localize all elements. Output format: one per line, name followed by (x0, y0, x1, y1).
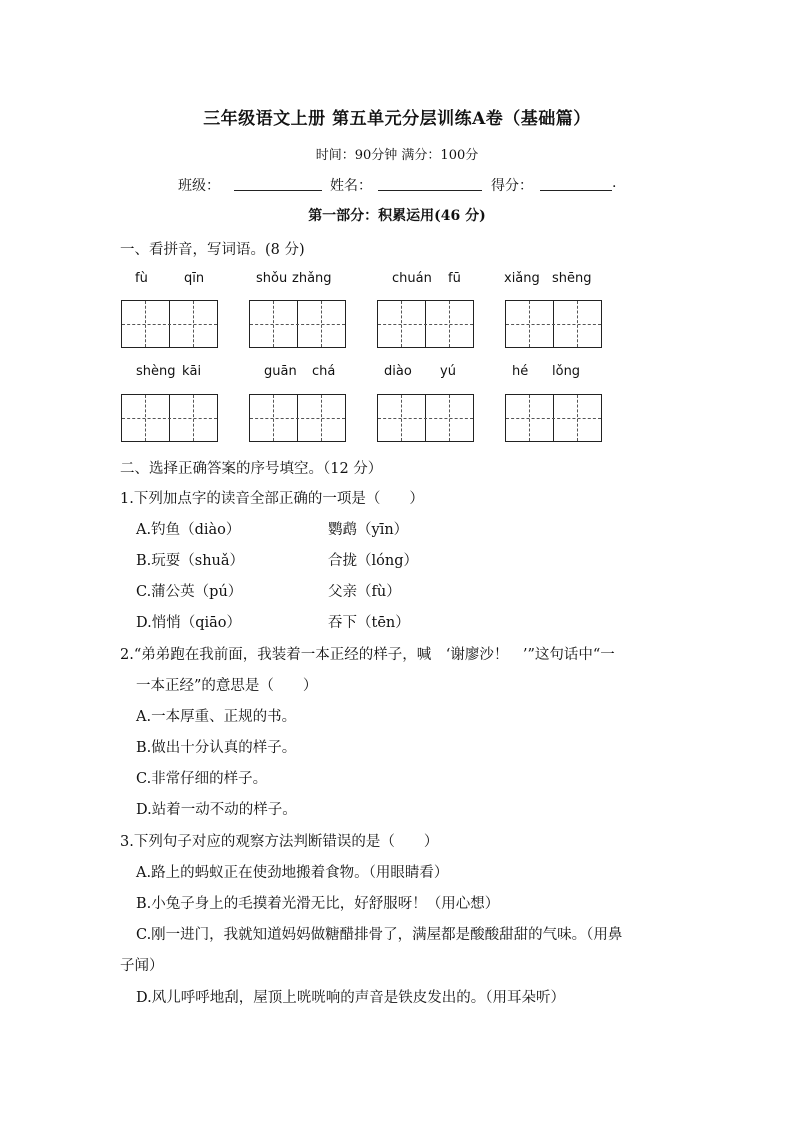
q3-option-b: B.小兔子身上的毛摸着光滑无比，好舒服呀！（用心想） (136, 896, 500, 912)
exam-time-and-score: 时间：90分钟 满分：100分 (315, 148, 479, 163)
q3-option-c: C.刚一进门，我就知道妈妈做糖醋排骨了，满屋都是酸酸甜甜的气味。（用鼻 (136, 927, 623, 943)
pinyin-4b: shēng (552, 271, 592, 286)
writing-grid[interactable] (121, 300, 218, 348)
pinyin-7a: diào (384, 364, 412, 379)
pinyin-6b: chá (312, 364, 336, 379)
writing-grid[interactable] (121, 394, 218, 442)
score-blank[interactable] (540, 176, 612, 191)
q1-option-d: D.悄悄（qiāo） (136, 615, 242, 631)
pinyin-3a: chuán (392, 271, 432, 286)
q2-option-c: C.非常仔细的样子。 (136, 771, 268, 787)
part1-heading: 第一部分：积累运用(46 分) (308, 208, 486, 224)
name-blank[interactable] (378, 176, 482, 191)
writing-grid[interactable] (377, 394, 474, 442)
pinyin-2b: zhǎng (292, 271, 332, 286)
name-label: 姓名： (330, 178, 372, 194)
page-title: 三年级语文上册 第五单元分层训练A卷（基础篇） (203, 109, 591, 129)
q2-option-b: B.做出十分认真的样子。 (136, 740, 297, 756)
question-1-stem: 1.下列加点字的读音全部正确的一项是（ ） (120, 491, 424, 507)
score-label: 得分： (491, 178, 533, 194)
q1-option-c: C.蒲公英（pú） (136, 584, 243, 600)
class-blank[interactable] (234, 176, 322, 191)
q1-option-c-word2: 父亲（fù） (328, 584, 401, 600)
q2-option-a: A.一本厚重、正规的书。 (136, 709, 297, 725)
writing-grid[interactable] (505, 394, 602, 442)
pinyin-6a: guān (264, 364, 297, 379)
section2-heading: 二、选择正确答案的序号填空。（12 分） (120, 461, 383, 477)
pinyin-8a: hé (512, 364, 529, 379)
question-2-stem-cont: 一本正经”的意思是（ ） (136, 678, 318, 694)
pinyin-5b: kāi (182, 364, 202, 379)
q1-option-b: B.玩耍（shuǎ） (136, 553, 245, 569)
q3-option-c-wrap: 子闻） (120, 958, 164, 974)
trailing-dot: . (612, 175, 617, 191)
writing-grid[interactable] (377, 300, 474, 348)
q2-option-d: D.站着一动不动的样子。 (136, 802, 297, 818)
question-2-stem: 2.“弟弟跑在我前面，我装着一本正经的样子，喊 ‘谢廖沙！ ’”这句话中“一 (120, 647, 615, 663)
q1-option-a-word2: 鹦鹉（yīn） (328, 522, 409, 538)
writing-grid[interactable] (505, 300, 602, 348)
pinyin-1a: fù (135, 271, 148, 286)
section1-heading: 一、看拼音，写词语。(8 分) (120, 242, 305, 258)
q1-option-d-word2: 吞下（tēn） (328, 615, 410, 631)
question-3-stem: 3.下列句子对应的观察方法判断错误的是（ ） (120, 834, 439, 850)
pinyin-7b: yú (440, 364, 456, 379)
pinyin-4a: xiǎng (504, 271, 540, 286)
pinyin-2a: shǒu (256, 271, 288, 286)
writing-grid[interactable] (249, 300, 346, 348)
q3-option-d: D.风儿呼呼地刮，屋顶上咣咣响的声音是铁皮发出的。（用耳朵听） (136, 990, 565, 1006)
pinyin-5a: shèng (136, 364, 176, 379)
writing-grid[interactable] (249, 394, 346, 442)
q1-option-a: A.钓鱼（diào） (136, 522, 241, 538)
q1-option-b-word2: 合拢（lóng） (328, 553, 418, 569)
pinyin-8b: lǒng (552, 364, 581, 379)
pinyin-3b: fū (448, 271, 461, 286)
class-label: 班级： (178, 178, 220, 194)
q3-option-a: A.路上的蚂蚁正在使劲地搬着食物。（用眼睛看） (136, 865, 449, 881)
pinyin-1b: qīn (184, 271, 205, 286)
